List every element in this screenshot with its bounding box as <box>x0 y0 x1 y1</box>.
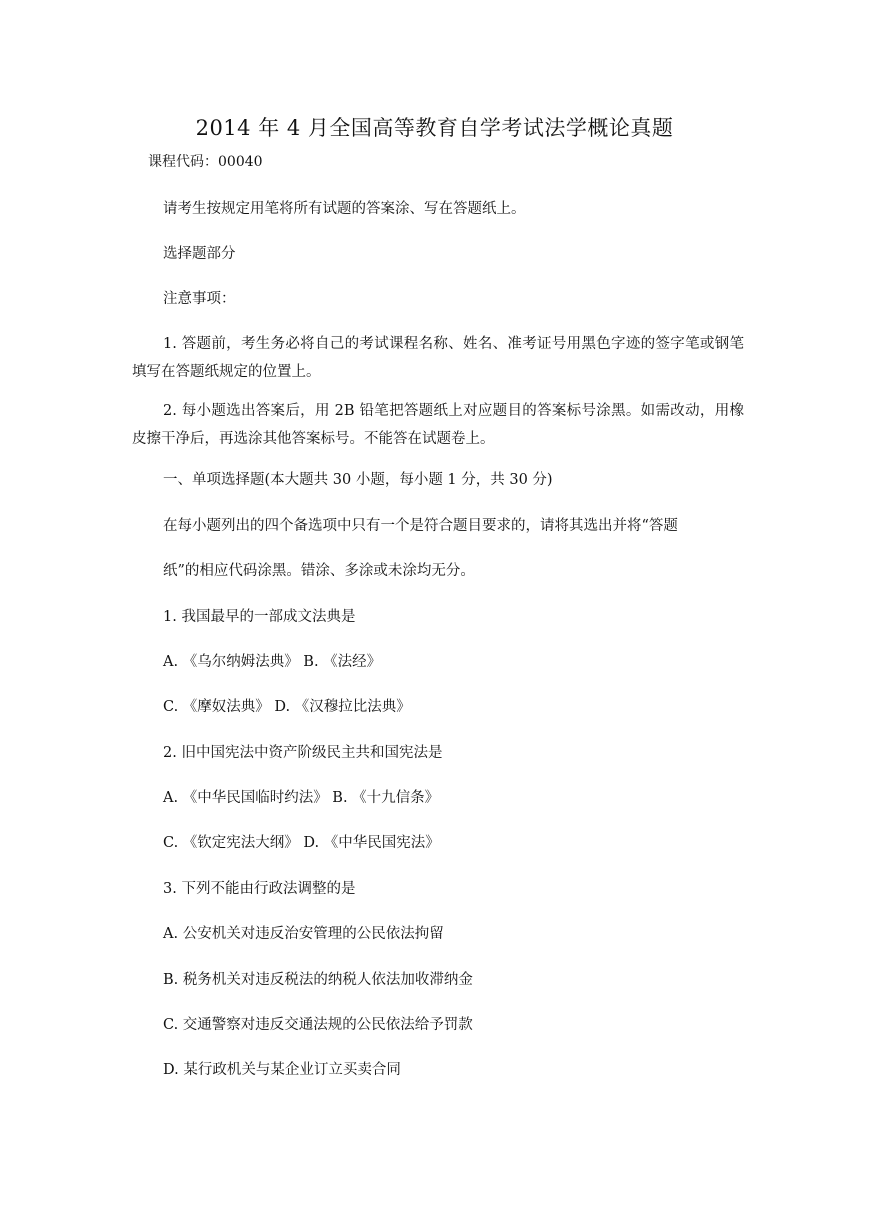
notice-item-2: 2. 每小题选出答案后，用 2B 铅笔把答题纸上对应题目的答案标号涂黑。如需改动，用橡皮擦干净后，再选涂其他答案标号。不能答在试题卷上。 <box>132 403 744 447</box>
exam-title: 2014 年 4 月全国高等教育自学考试法学概论真题 <box>195 116 674 140</box>
part-one-description-line-2: 纸”的相应代码涂黑。错涂、多涂或未涂均无分。 <box>163 563 475 579</box>
question-3-option-a: A. 公安机关对违反治安管理的公民依法拘留 <box>163 926 444 942</box>
question-1-options-cd: C. 《摩奴法典》 D. 《汉穆拉比法典》 <box>163 699 411 715</box>
question-2-options-cd: C. 《钦定宪法大纲》 D. 《中华民国宪法》 <box>163 835 440 851</box>
question-3-option-b: B. 税务机关对违反税法的纳税人依法加收滞纳金 <box>163 972 473 988</box>
part-one-description-line-1: 在每小题列出的四个备选项中只有一个是符合题目要求的，请将其选出并将“答题 <box>163 518 678 534</box>
question-1-stem: 1. 我国最早的一部成文法典是 <box>163 609 356 625</box>
question-3-stem: 3. 下列不能由行政法调整的是 <box>163 881 356 897</box>
question-1-options-ab: A. 《乌尔纳姆法典》 B. 《法经》 <box>163 654 382 670</box>
course-code: 课程代码：00040 <box>148 154 263 170</box>
notice-heading: 注意事项： <box>163 291 236 307</box>
question-2-options-ab: A. 《中华民国临时约法》 B. 《十九信条》 <box>163 790 440 806</box>
question-3-option-c: C. 交通警察对违反交通法规的公民依法给予罚款 <box>163 1017 473 1033</box>
question-2-stem: 2. 旧中国宪法中资产阶级民主共和国宪法是 <box>163 745 443 761</box>
part-one-heading: 一、单项选择题(本大题共 30 小题，每小题 1 分，共 30 分) <box>163 472 553 488</box>
instruction-text: 请考生按规定用笔将所有试题的答案涂、写在答题纸上。 <box>163 201 526 217</box>
section-heading-choice: 选择题部分 <box>163 246 236 262</box>
question-3-option-d: D. 某行政机关与某企业订立买卖合同 <box>163 1062 401 1078</box>
notice-item-1: 1. 答题前，考生务必将自己的考试课程名称、姓名、准考证号用黑色字迹的签字笔或钢笔填写在答题纸规定的位置上。 <box>132 336 744 380</box>
